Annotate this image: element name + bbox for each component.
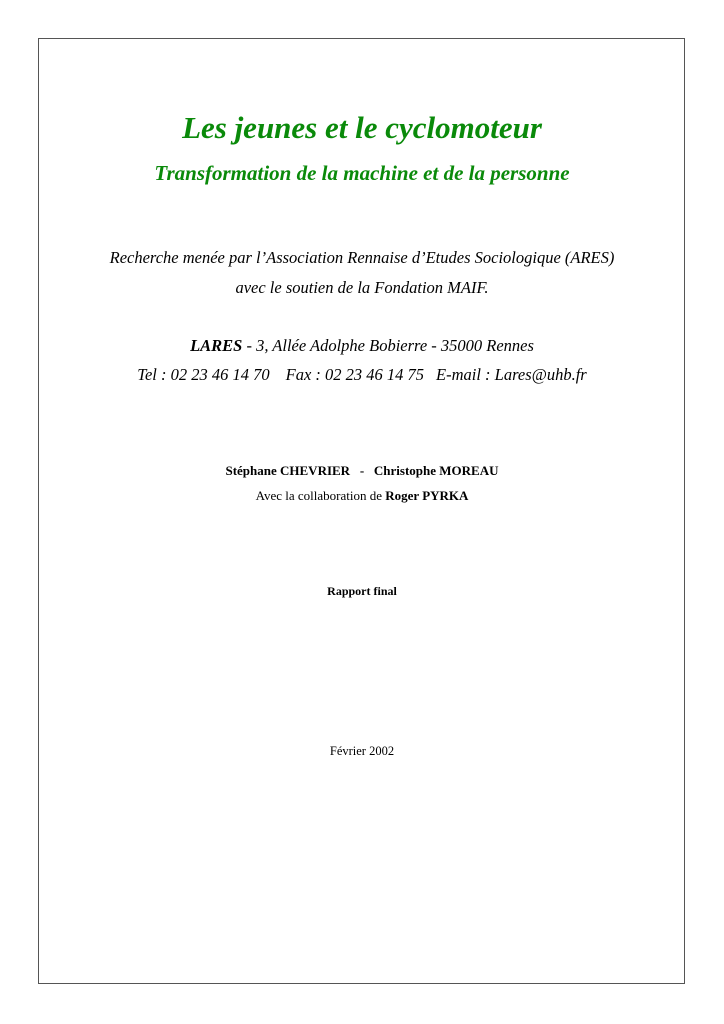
author-separator: - (359, 463, 365, 478)
lab-name: LARES (190, 336, 243, 355)
report-type: Rapport final (327, 584, 397, 598)
collab-prefix: Avec la collaboration de (255, 488, 386, 503)
contact-line (0, 364, 724, 386)
lab-fax: Fax : 02 23 46 14 75 (285, 365, 425, 384)
research-line-1: Recherche menée par l’Association Rennaise d’Etudes Sociologique (ARES) (109, 248, 615, 267)
lab-address-line (0, 335, 724, 357)
author-2: Christophe MOREAU (373, 463, 499, 478)
lab-tel: Tel : 02 23 46 14 70 (137, 365, 270, 384)
document-title: Les jeunes et le cyclomoteur (182, 110, 542, 145)
authors-line (0, 462, 724, 480)
report-date: Février 2002 (329, 744, 395, 758)
document-subtitle: Transformation de la machine et de la personne (154, 161, 570, 185)
research-line-2: avec le soutien de la Fondation MAIF. (235, 278, 489, 297)
author-1: Stéphane CHEVRIER (225, 463, 351, 478)
lab-email: E-mail : Lares@uhb.fr (436, 365, 587, 384)
lab-address: - 3, Allée Adolphe Bobierre - 35000 Rennes (242, 336, 534, 355)
collab-name: Roger PYRKA (385, 488, 469, 503)
collaboration-line (0, 487, 724, 505)
